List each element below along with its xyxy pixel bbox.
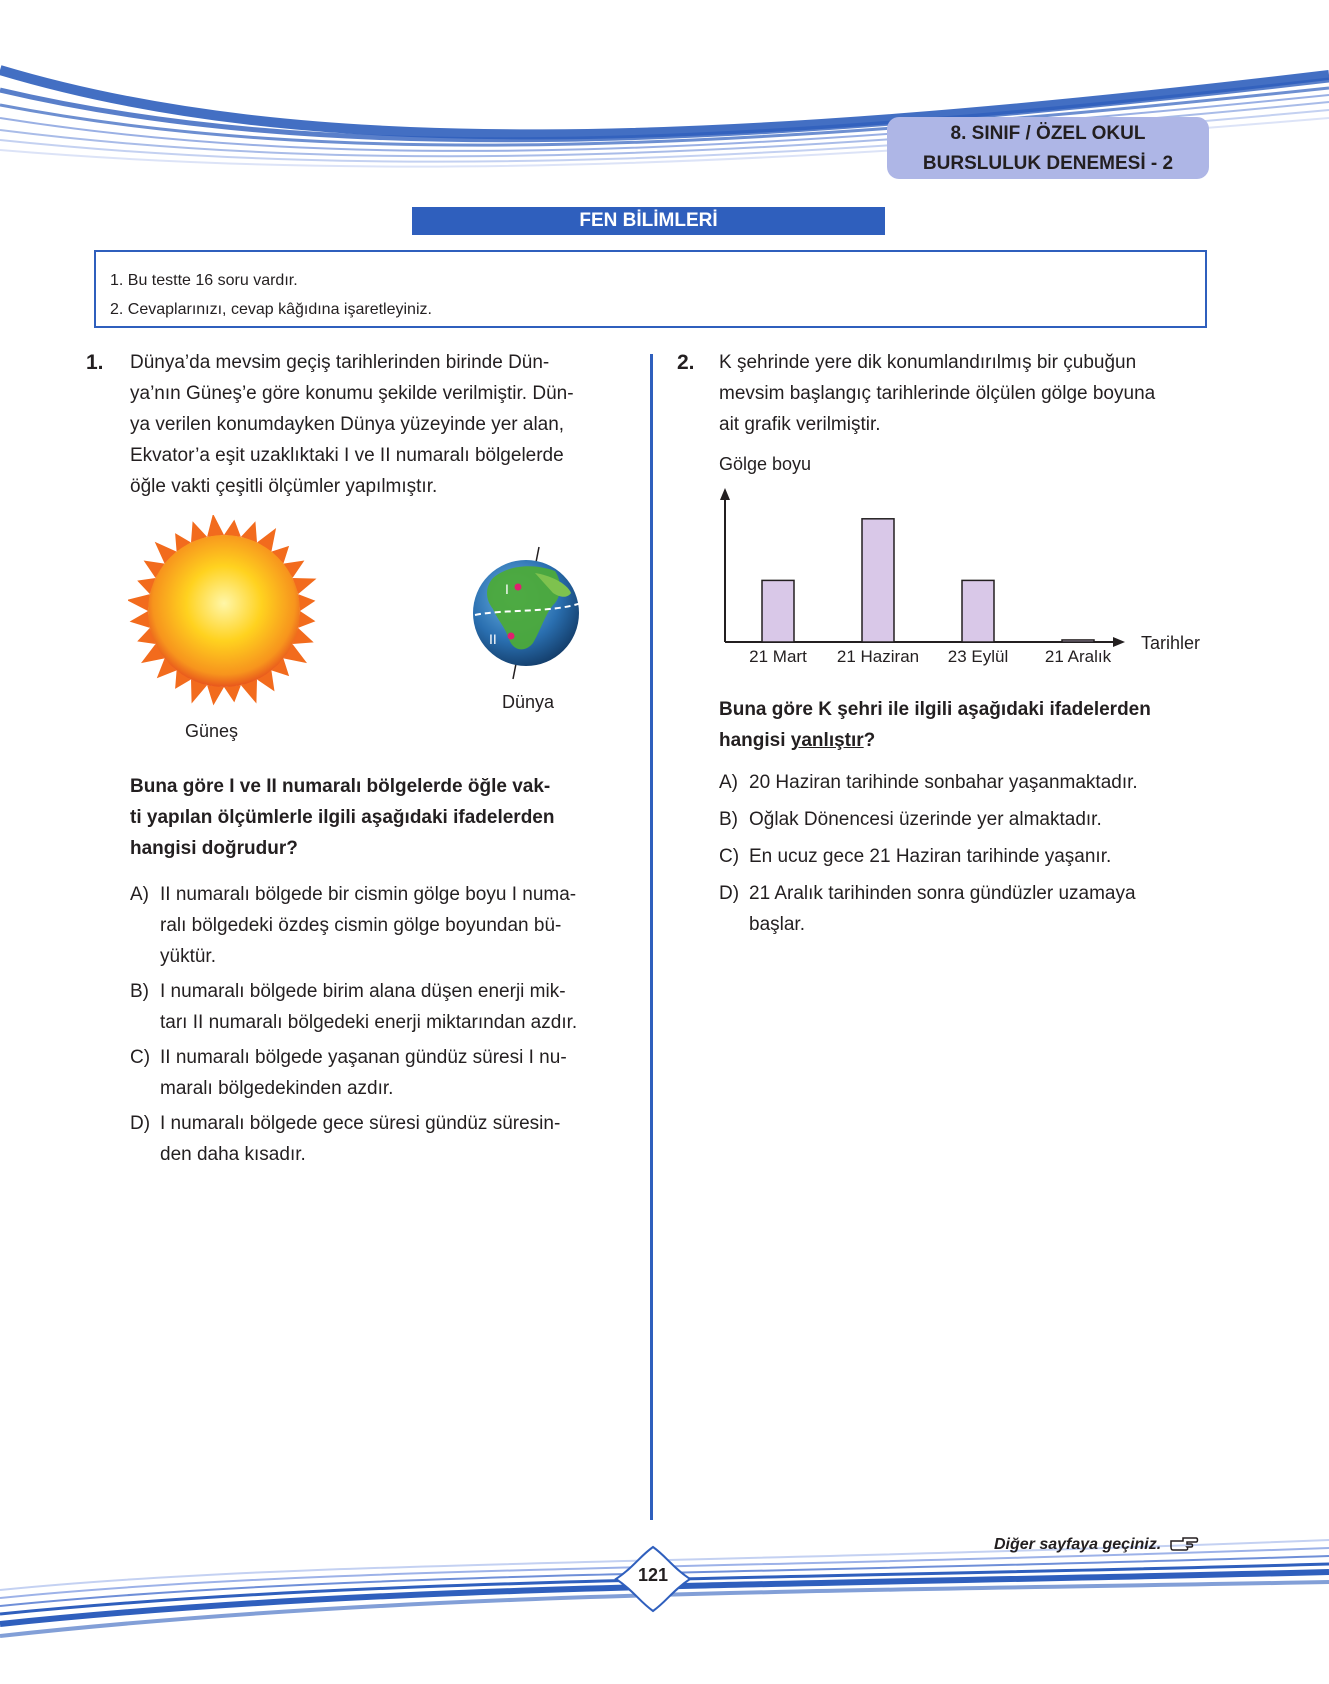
stem-line: Dünya’da mevsim geçiş tarihlerinden birinde Dün- [130, 352, 550, 373]
option-line: ralı bölgedeki özdeş cismin gölge boyundan bü- [160, 915, 562, 936]
option-line: yüktür. [160, 946, 216, 967]
option-line: tarı II numaralı bölgedeki enerji miktarından azdır. [160, 1012, 578, 1033]
chart-x-tick-label: 21 Haziran [836, 647, 920, 666]
option-line: başlar. [749, 914, 805, 935]
option-letter: A) [130, 884, 149, 905]
shadow-length-chart [700, 448, 1220, 670]
option-line: Oğlak Dönencesi üzerinde yer almaktadır. [749, 809, 1102, 830]
chart-bar [762, 580, 794, 642]
option-line: maralı bölgedekinden azdır. [160, 1078, 394, 1099]
option-letter: A) [719, 772, 738, 793]
column-divider [650, 354, 653, 1520]
exam-title-line2: BURSLULUK DENEMESİ - 2 [922, 153, 1174, 174]
exam-title-line1: 8. SINIF / ÖZEL OKUL [950, 123, 1146, 144]
option-letter: B) [719, 809, 738, 830]
option-line: I numaralı bölgede gece süresi gündüz süresin- [160, 1113, 561, 1134]
option-letter: D) [130, 1113, 151, 1134]
option-d[interactable] [719, 878, 1219, 940]
question-2-stem [719, 347, 1209, 440]
exam-title-badge [887, 117, 1209, 179]
chart-bar [862, 519, 894, 642]
stem-line: öğle vakti çeşitli ölçümler yapılmıştır. [130, 476, 438, 497]
stem-line: ait grafik verilmiştir. [719, 414, 881, 435]
option-letter: B) [130, 981, 149, 1002]
option-line: II numaralı bölgede yaşanan gündüz süresi I nu- [160, 1047, 567, 1068]
chart-x-axis-arrow [1113, 637, 1125, 647]
question-2-options [719, 767, 1219, 940]
option-a[interactable] [130, 879, 640, 972]
instruction-item: 1. Bu testte 16 soru vardır. [110, 272, 298, 289]
region-2-marker [508, 633, 515, 640]
option-line: 20 Haziran tarihinde sonbahar yaşanmaktadır. [749, 772, 1138, 793]
subject-title: FEN BİLİMLERİ [412, 207, 885, 235]
stem-line: Ekvator’a eşit uzaklıktaki I ve II numaralı bölgelerde [130, 445, 564, 466]
stem-line: K şehrinde yere dik konumlandırılmış bir çubuğun [719, 352, 1137, 373]
option-b[interactable] [719, 804, 1219, 835]
region-1-label: I [505, 581, 509, 597]
option-c[interactable] [130, 1042, 640, 1104]
stem-line: mevsim başlangıç tarihlerinde ölçülen gölge boyuna [719, 383, 1156, 404]
question-1-stem [130, 347, 630, 502]
sun-illustration [128, 515, 320, 707]
chart-bar [1062, 640, 1094, 642]
chart-x-axis-label: Tarihler [1141, 633, 1201, 653]
prompt-line: hangisi doğrudur? [130, 838, 298, 859]
prompt-question-mark: ? [863, 730, 876, 751]
chart-x-tick-label: 23 Eylül [947, 647, 1009, 666]
option-letter: D) [719, 883, 740, 904]
earth-label: Dünya [502, 692, 555, 712]
option-line: En ucuz gece 21 Haziran tarihinde yaşanır. [749, 846, 1112, 867]
instruction-item: 2. Cevaplarınızı, cevap kâğıdına işaretleyiniz. [110, 301, 432, 318]
option-letter: C) [719, 846, 740, 867]
sun-disc [148, 535, 300, 687]
question-1-prompt [130, 771, 640, 864]
page-number: 121 [637, 1565, 669, 1585]
sun-label: Güneş [185, 721, 239, 741]
option-line: 21 Aralık tarihinden sonra gündüzler uzamaya [749, 883, 1136, 904]
chart-y-axis-label: Gölge boyu [719, 454, 812, 474]
question-2-prompt [719, 694, 1219, 756]
option-line: II numaralı bölgede bir cismin gölge boyu I numa- [160, 884, 577, 905]
prompt-underlined-word: yanlıştır [790, 730, 864, 751]
prompt-line: Buna göre I ve II numaralı bölgelerde öğle vak- [130, 776, 551, 797]
prompt-line: ti yapılan ölçümlerle ilgili aşağıdaki ifadelerden [130, 807, 555, 828]
stem-line: ya verilen konumdayken Dünya yüzeyinde yer alan, [130, 414, 565, 435]
question-1-options [130, 879, 640, 1170]
question-2-number: 2. [677, 351, 695, 374]
next-page-text: Diğer sayfaya geçiniz. [994, 1536, 1162, 1553]
pointing-hand-icon [1169, 1535, 1199, 1553]
option-line: den daha kısadır. [160, 1144, 306, 1165]
stem-line: ya’nın Güneş’e göre konumu şekilde verilmiştir. Dün- [130, 383, 574, 404]
region-1-marker [515, 584, 522, 591]
chart-x-tick-label: 21 Mart [749, 647, 807, 666]
question-1-number: 1. [86, 351, 104, 374]
earth-illustration [463, 543, 593, 683]
next-page-note [994, 1535, 1199, 1554]
chart-x-tick-label: 21 Aralık [1044, 647, 1112, 666]
option-line: I numaralı bölgede birim alana düşen enerji mik- [160, 981, 566, 1002]
option-b[interactable] [130, 976, 640, 1038]
prompt-line: Buna göre K şehri ile ilgili aşağıdaki ifadelerden [719, 699, 1151, 720]
instructions-box [94, 250, 1207, 328]
option-a[interactable] [719, 767, 1219, 798]
option-c[interactable] [719, 841, 1219, 872]
prompt-line-2 [719, 725, 1219, 756]
option-d[interactable] [130, 1108, 640, 1170]
region-2-label: II [489, 631, 497, 647]
chart-y-axis-arrow [720, 488, 730, 500]
chart-bar [962, 580, 994, 642]
prompt-text: hangisi [719, 730, 791, 751]
option-letter: C) [130, 1047, 151, 1068]
